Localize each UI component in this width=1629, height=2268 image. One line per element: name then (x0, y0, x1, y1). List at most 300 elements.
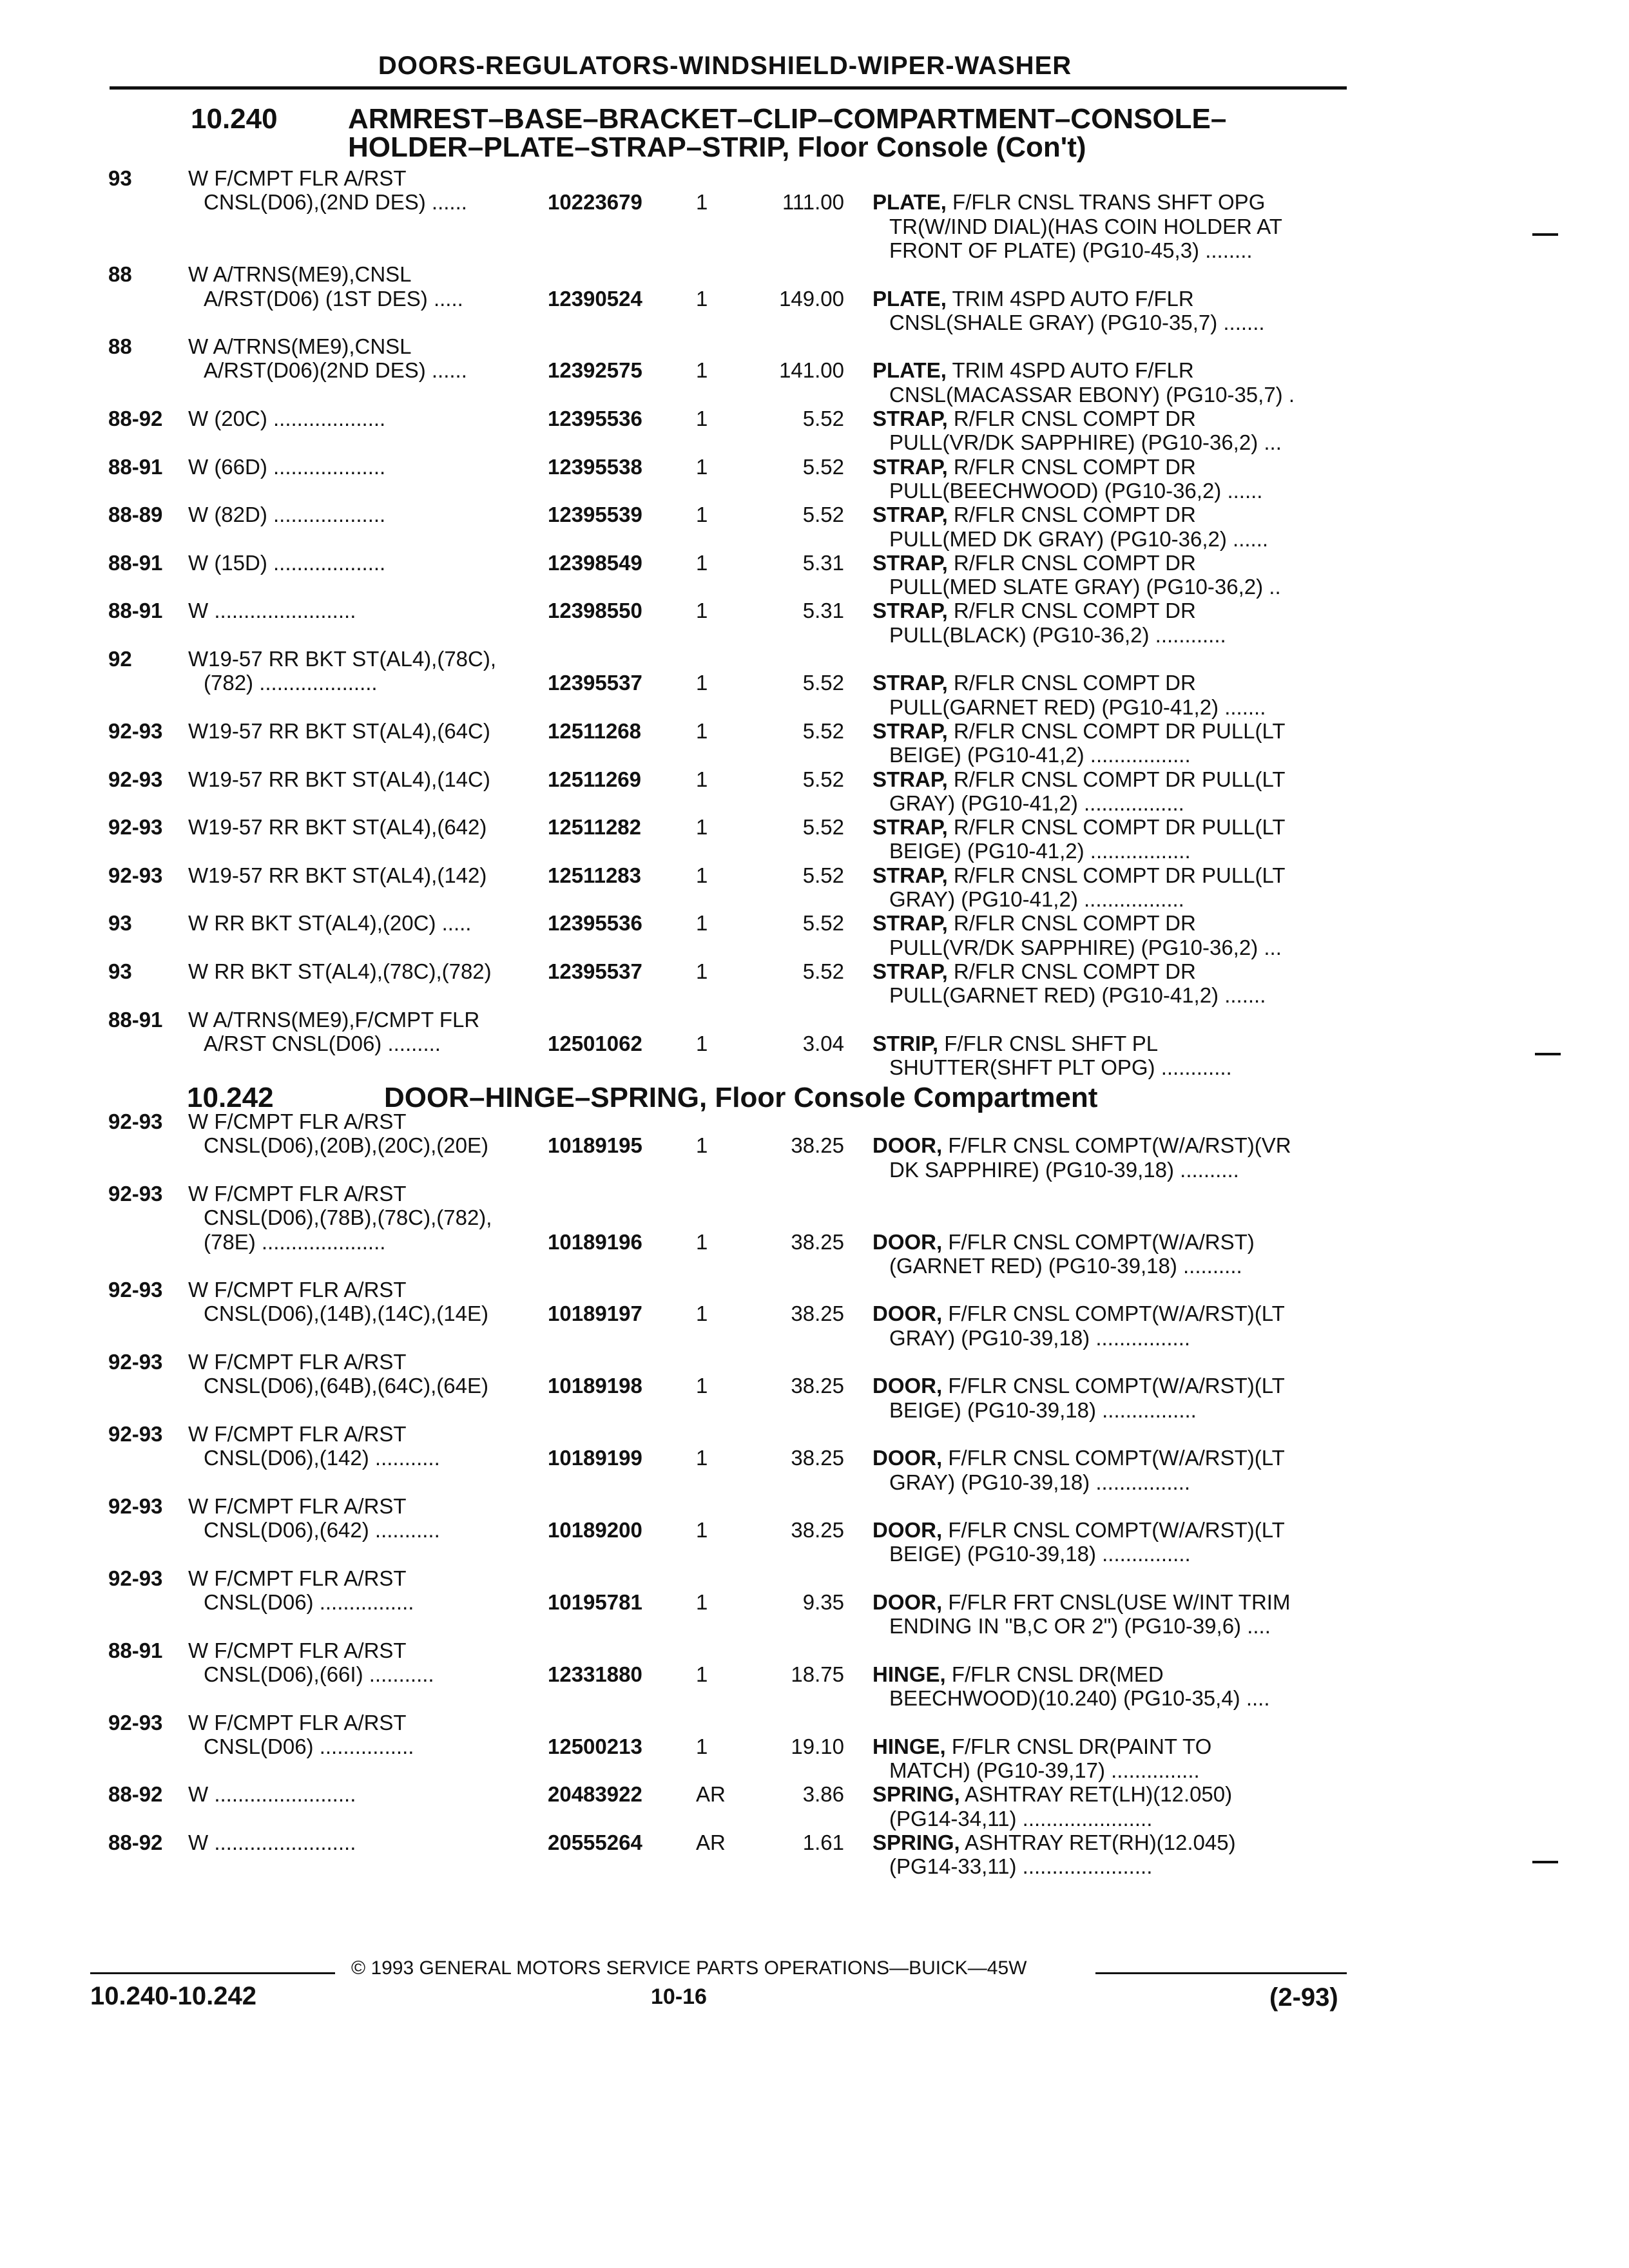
part-name (872, 1735, 1211, 1759)
price: 5.52 (802, 767, 844, 791)
model-years: 92-93 (108, 1494, 163, 1518)
usage-description: CNSL(D06),(142) ........... (204, 1446, 440, 1470)
quantity: 1 (696, 1374, 708, 1398)
footer-rule-right (1095, 1972, 1347, 1974)
part-name-keyword: SPRING, (872, 1782, 960, 1807)
price: 38.25 (791, 1518, 844, 1542)
part-name-continued: GRAY) (PG10-39,18) ................ (889, 1325, 1191, 1350)
model-years: 88-91 (108, 550, 163, 575)
usage-description: W A/TRNS(ME9),CNSL (188, 334, 412, 359)
table-row (0, 1055, 1629, 1081)
part-name-keyword: STRAP, (872, 503, 948, 527)
price: 9.35 (802, 1590, 844, 1615)
part-number: 12392575 (548, 358, 642, 383)
price: 3.86 (802, 1782, 844, 1807)
margin-mark (1535, 1053, 1561, 1055)
price: 38.25 (791, 1302, 844, 1326)
part-name-detail: R/FLR CNSL COMPT DR (947, 550, 1196, 575)
usage-description: W ........................ (188, 1782, 356, 1807)
model-years: 88 (108, 262, 132, 287)
part-name-keyword: STRAP, (872, 767, 948, 791)
part-name-continued: FRONT OF PLATE) (PG10-45,3) ........ (889, 238, 1253, 262)
model-years: 88-91 (108, 1638, 163, 1662)
usage-description: (78E) ..................... (204, 1229, 386, 1254)
table-row (0, 455, 1629, 481)
quantity: 1 (696, 286, 708, 311)
table-row (0, 1494, 1629, 1520)
model-years: 92-93 (108, 718, 163, 743)
price: 3.04 (802, 1031, 844, 1055)
part-number: 12398549 (548, 550, 642, 575)
part-name-continued: (PG14-33,11) ...................... (889, 1854, 1153, 1879)
part-number: 12511269 (548, 767, 642, 791)
usage-description: W A/TRNS(ME9),CNSL (188, 262, 412, 287)
part-number: 12511268 (548, 718, 642, 743)
part-name-detail: F/FLR CNSL SHFT PL (938, 1031, 1159, 1055)
model-years: 93 (108, 911, 132, 936)
part-name-continued: BEECHWOOD)(10.240) (PG10-35,4) .... (889, 1686, 1270, 1711)
table-row (0, 1662, 1629, 1688)
table-row (0, 1254, 1629, 1280)
part-number: 20555264 (548, 1831, 642, 1855)
usage-description: CNSL(D06),(642) ........... (204, 1518, 440, 1542)
quantity: 1 (696, 1133, 708, 1158)
part-name-detail: R/FLR CNSL COMPT DR PULL(LT (947, 815, 1286, 840)
part-name (872, 767, 1286, 792)
page-header: DOORS-REGULATORS-WINDSHIELD-WIPER-WASHER (378, 52, 1072, 80)
quantity: 1 (696, 1302, 708, 1326)
part-name-continued: BEIGE) (PG10-41,2) ................. (889, 839, 1191, 863)
part-name-keyword: SPRING, (872, 1831, 960, 1855)
part-name-detail: F/FLR CNSL COMPT(W/A/RST) (942, 1229, 1255, 1254)
part-number: 10189197 (548, 1302, 642, 1326)
table-row (0, 983, 1629, 1009)
price: 5.52 (802, 454, 844, 479)
table-row (0, 1518, 1629, 1544)
copyright-text: © 1993 GENERAL MOTORS SERVICE PARTS OPERATIONS—BUICK—45W (351, 1957, 1027, 1979)
part-name-detail: R/FLR CNSL COMPT DR (947, 407, 1196, 430)
usage-description: CNSL(D06),(20B),(20C),(20E) (204, 1133, 488, 1158)
table-row (0, 1590, 1629, 1616)
part-name (872, 1374, 1285, 1398)
table-row (0, 1374, 1629, 1399)
model-years: 93 (108, 959, 132, 983)
part-number: 10189198 (548, 1374, 642, 1398)
part-number: 10189199 (548, 1446, 642, 1470)
table-row (0, 190, 1629, 216)
part-number: 12500213 (548, 1734, 642, 1758)
part-name-continued: BEIGE) (PG10-39,18) ................ (889, 1398, 1197, 1422)
part-name-detail: F/FLR CNSL DR(MED (945, 1662, 1164, 1686)
usage-description: CNSL(D06) ................ (204, 1590, 414, 1615)
quantity: 1 (696, 1446, 708, 1470)
part-name (872, 407, 1196, 431)
table-row (0, 1133, 1629, 1159)
table-row (0, 1422, 1629, 1448)
model-years: 88-92 (108, 407, 163, 430)
table-row (0, 166, 1629, 192)
part-name (872, 1133, 1291, 1158)
table-row (0, 334, 1629, 360)
part-name-continued: SHUTTER(SHFT PLT OPG) ............ (889, 1055, 1232, 1080)
part-name (872, 551, 1196, 575)
table-row (0, 887, 1629, 913)
part-name (872, 815, 1286, 840)
table-row (0, 1470, 1629, 1496)
table-row (0, 1302, 1629, 1327)
table-row (0, 791, 1629, 817)
quantity: AR (696, 1782, 726, 1807)
table-row (0, 959, 1629, 985)
model-years: 92-93 (108, 1566, 163, 1590)
part-name (872, 190, 1265, 215)
table-row (0, 1782, 1629, 1808)
table-row (0, 1032, 1629, 1057)
part-name-continued: ENDING IN "B,C OR 2") (PG10-39,6) .... (889, 1614, 1271, 1639)
part-name-continued: (GARNET RED) (PG10-39,18) .......... (889, 1253, 1242, 1278)
part-number: 12395536 (548, 407, 642, 430)
model-years: 92 (108, 647, 132, 671)
table-row (0, 1831, 1629, 1856)
price: 5.52 (802, 815, 844, 840)
part-name-detail: R/FLR CNSL COMPT DR PULL(LT (947, 718, 1286, 743)
model-years: 92-93 (108, 767, 163, 791)
table-row (0, 575, 1629, 601)
table-row (0, 311, 1629, 336)
table-row (0, 1158, 1629, 1184)
model-years: 92-93 (108, 1710, 163, 1735)
price: 111.00 (782, 190, 844, 215)
part-number: 12398550 (548, 599, 642, 623)
table-row (0, 1446, 1629, 1472)
table-row (0, 911, 1629, 937)
margin-mark (1532, 233, 1558, 236)
part-name (872, 911, 1196, 936)
part-name-keyword: STRIP, (872, 1031, 939, 1055)
part-name (872, 1590, 1290, 1615)
part-name-detail: ASHTRAY RET(RH)(12.045) (959, 1831, 1236, 1855)
part-name-keyword: PLATE, (872, 190, 947, 215)
part-number: 12395539 (548, 503, 642, 527)
part-name-keyword: STRAP, (872, 863, 948, 887)
part-name (872, 959, 1196, 984)
quantity: 1 (696, 911, 708, 936)
quantity: 1 (696, 863, 708, 887)
quantity: 1 (696, 815, 708, 840)
price: 18.75 (791, 1662, 844, 1686)
table-row (0, 815, 1629, 841)
part-name (872, 1302, 1285, 1326)
usage-description: CNSL(D06),(14B),(14C),(14E) (204, 1302, 488, 1326)
model-years: 88-92 (108, 1831, 163, 1855)
table-row (0, 1758, 1629, 1784)
table-row (0, 1230, 1629, 1256)
part-number: 12501062 (548, 1031, 642, 1055)
part-number: 12395538 (548, 454, 642, 479)
table-row (0, 238, 1629, 264)
price: 5.52 (802, 671, 844, 695)
part-number: 10223679 (548, 190, 642, 215)
part-name-keyword: STRAP, (872, 815, 948, 840)
table-row (0, 1182, 1629, 1207)
table-row (0, 407, 1629, 432)
part-name-keyword: STRAP, (872, 550, 948, 575)
part-name-continued: PULL(MED DK GRAY) (PG10-36,2) ...... (889, 526, 1269, 551)
table-row (0, 1350, 1629, 1376)
part-name (872, 455, 1196, 479)
part-name-continued: PULL(VR/DK SAPPHIRE) (PG10-36,2) ... (889, 935, 1282, 959)
part-name-keyword: DOOR, (872, 1590, 943, 1615)
part-name (872, 1831, 1236, 1855)
table-row (0, 287, 1629, 312)
part-name-continued: TR(W/IND DIAL)(HAS COIN HOLDER AT (889, 214, 1282, 238)
table-row (0, 1206, 1629, 1231)
model-years: 88-92 (108, 1782, 163, 1807)
price: 5.52 (802, 407, 844, 430)
part-name-detail: F/FLR CNSL COMPT(W/A/RST)(LT (942, 1374, 1285, 1398)
part-name-detail: ASHTRAY RET(LH)(12.050) (959, 1782, 1233, 1807)
part-name-detail: TRIM 4SPD AUTO F/FLR (946, 358, 1194, 383)
part-name-keyword: DOOR, (872, 1518, 943, 1542)
part-name (872, 1230, 1255, 1254)
part-name-keyword: DOOR, (872, 1229, 943, 1254)
usage-description: W F/CMPT FLR A/RST (188, 1638, 407, 1662)
table-row (0, 1614, 1629, 1640)
section-title-line1: ARMREST–BASE–BRACKET–CLIP–COMPARTMENT–CONSOLE– (348, 103, 1227, 135)
section-number: 10.242 (187, 1082, 274, 1114)
price: 38.25 (791, 1133, 844, 1158)
table-row (0, 1278, 1629, 1303)
table-row (0, 695, 1629, 721)
part-name (872, 1518, 1285, 1542)
part-name (872, 1662, 1164, 1687)
part-name-detail: F/FLR CNSL COMPT(W/A/RST)(LT (942, 1302, 1285, 1326)
quantity: 1 (696, 407, 708, 430)
price: 19.10 (791, 1734, 844, 1758)
part-name-continued: PULL(MED SLATE GRAY) (PG10-36,2) .. (889, 575, 1281, 599)
table-row (0, 743, 1629, 769)
usage-description: W F/CMPT FLR A/RST (188, 166, 407, 190)
price: 5.52 (802, 959, 844, 983)
part-name (872, 719, 1286, 744)
usage-description: W F/CMPT FLR A/RST (188, 1494, 407, 1518)
price: 38.25 (791, 1229, 844, 1254)
quantity: 1 (696, 503, 708, 527)
part-name-detail: F/FLR CNSL TRANS SHFT OPG (946, 190, 1266, 215)
usage-description: W19-57 RR BKT ST(AL4),(14C) (188, 767, 490, 791)
table-row (0, 1542, 1629, 1568)
part-name-detail: R/FLR CNSL COMPT DR PULL(LT (947, 863, 1286, 887)
part-name-continued: CNSL(SHALE GRAY) (PG10-35,7) ....... (889, 310, 1265, 334)
part-name-detail: R/FLR CNSL COMPT DR (947, 599, 1196, 623)
usage-description: W F/CMPT FLR A/RST (188, 1421, 407, 1446)
price: 5.52 (802, 911, 844, 936)
revision-date: (2-93) (1269, 1983, 1338, 2012)
table-row (0, 1686, 1629, 1712)
table-row (0, 503, 1629, 528)
usage-description: (782) .................... (204, 671, 378, 695)
part-name-keyword: PLATE, (872, 286, 947, 311)
usage-description: W (20C) ................... (188, 407, 386, 430)
table-row (0, 647, 1629, 673)
usage-description: CNSL(D06),(64B),(64C),(64E) (204, 1374, 488, 1398)
part-name-detail: F/FLR CNSL COMPT(W/A/RST)(LT (942, 1518, 1285, 1542)
usage-description: W F/CMPT FLR A/RST (188, 1110, 407, 1134)
part-name-continued: DK SAPPHIRE) (PG10-39,18) .......... (889, 1157, 1239, 1182)
table-row (0, 215, 1629, 240)
table-row (0, 430, 1629, 456)
table-row (0, 551, 1629, 577)
usage-description: W (82D) ................... (188, 503, 386, 527)
usage-description: A/RST CNSL(D06) ......... (204, 1031, 441, 1055)
usage-description: W (15D) ................... (188, 550, 386, 575)
model-years: 93 (108, 166, 132, 190)
header-rule (110, 86, 1347, 90)
quantity: 1 (696, 671, 708, 695)
part-name (872, 503, 1196, 527)
table-row (0, 599, 1629, 624)
table-row (0, 719, 1629, 745)
part-name-keyword: DOOR, (872, 1133, 943, 1158)
price: 149.00 (779, 286, 844, 311)
part-name-keyword: HINGE, (872, 1734, 946, 1758)
part-name (872, 1032, 1158, 1056)
part-name-keyword: PLATE, (872, 358, 947, 383)
model-years: 92-93 (108, 1181, 163, 1206)
part-number: 12395536 (548, 911, 642, 936)
usage-description: W19-57 RR BKT ST(AL4),(142) (188, 863, 487, 887)
part-name (872, 1446, 1285, 1470)
section-range: 10.240-10.242 (90, 1982, 257, 2010)
part-number: 20483922 (548, 1782, 642, 1807)
part-name-detail: R/FLR CNSL COMPT DR (947, 454, 1196, 479)
model-years: 92-93 (108, 1350, 163, 1374)
usage-description: W19-57 RR BKT ST(AL4),(78C), (188, 647, 497, 671)
usage-description: W F/CMPT FLR A/RST (188, 1181, 407, 1206)
section-number: 10.240 (191, 103, 278, 135)
part-name-keyword: DOOR, (872, 1302, 943, 1326)
usage-description: CNSL(D06),(2ND DES) ...... (204, 190, 467, 215)
table-row (0, 839, 1629, 865)
part-name-continued: GRAY) (PG10-41,2) ................. (889, 887, 1184, 911)
part-name-continued: (PG14-34,11) ...................... (889, 1806, 1153, 1831)
part-name-continued: PULL(BEECHWOOD) (PG10-36,2) ...... (889, 478, 1263, 503)
price: 5.52 (802, 863, 844, 887)
usage-description: W RR BKT ST(AL4),(78C),(782) (188, 959, 492, 983)
part-name (872, 287, 1194, 311)
section-title-line2: HOLDER–PLATE–STRAP–STRIP, Floor Console (Con't) (348, 131, 1086, 163)
usage-description: W19-57 RR BKT ST(AL4),(64C) (188, 718, 490, 743)
usage-description: W ........................ (188, 599, 356, 623)
part-number: 12511282 (548, 815, 642, 840)
quantity: AR (696, 1831, 726, 1855)
quantity: 1 (696, 358, 708, 383)
table-row (0, 1854, 1629, 1880)
part-name-detail: F/FLR CNSL DR(PAINT TO (945, 1734, 1212, 1758)
usage-description: CNSL(D06) ................ (204, 1734, 414, 1758)
usage-description: W19-57 RR BKT ST(AL4),(642) (188, 815, 487, 840)
part-number: 10189200 (548, 1518, 642, 1542)
part-number: 12511283 (548, 863, 642, 887)
quantity: 1 (696, 190, 708, 215)
part-name-continued: PULL(GARNET RED) (PG10-41,2) ....... (889, 695, 1266, 719)
model-years: 88-91 (108, 599, 163, 623)
part-number: 10189196 (548, 1229, 642, 1254)
quantity: 1 (696, 718, 708, 743)
part-name-detail: R/FLR CNSL COMPT DR PULL(LT (947, 767, 1286, 791)
part-name-detail: F/FLR CNSL COMPT(W/A/RST)(LT (942, 1446, 1285, 1470)
quantity: 1 (696, 550, 708, 575)
usage-description: W RR BKT ST(AL4),(20C) ..... (188, 911, 472, 936)
usage-description: A/RST(D06) (1ST DES) ..... (204, 286, 463, 311)
part-name (872, 863, 1286, 888)
usage-description: W F/CMPT FLR A/RST (188, 1566, 407, 1590)
section-title: DOOR–HINGE–SPRING, Floor Console Compartment (384, 1082, 1098, 1114)
model-years: 88-89 (108, 503, 163, 527)
part-name-keyword: HINGE, (872, 1662, 946, 1686)
price: 5.52 (802, 503, 844, 527)
part-name-continued: BEIGE) (PG10-39,18) ............... (889, 1542, 1191, 1566)
part-name (872, 358, 1194, 383)
table-row (0, 527, 1629, 553)
table-row (0, 863, 1629, 889)
table-row (0, 767, 1629, 793)
model-years: 88-91 (108, 1007, 163, 1032)
part-name-detail: F/FLR FRT CNSL(USE W/INT TRIM (942, 1590, 1291, 1615)
part-name-keyword: STRAP, (872, 407, 948, 430)
usage-description: W (66D) ................... (188, 454, 386, 479)
footer-rule-left (90, 1972, 335, 1974)
usage-description: W F/CMPT FLR A/RST (188, 1350, 407, 1374)
part-name-continued: PULL(VR/DK SAPPHIRE) (PG10-36,2) ... (889, 430, 1282, 455)
part-number: 12331880 (548, 1662, 642, 1686)
price: 38.25 (791, 1446, 844, 1470)
page-number: 10-16 (651, 1984, 707, 2009)
part-name-continued: GRAY) (PG10-39,18) ................ (889, 1470, 1191, 1494)
quantity: 1 (696, 1031, 708, 1055)
model-years: 88 (108, 334, 132, 359)
usage-description: W ........................ (188, 1831, 356, 1855)
part-name-detail: F/FLR CNSL COMPT(W/A/RST)(VR (942, 1133, 1291, 1158)
usage-description: CNSL(D06),(78B),(78C),(782), (204, 1206, 492, 1230)
usage-description: A/RST(D06)(2ND DES) ...... (204, 358, 467, 383)
table-row (0, 479, 1629, 505)
part-name-continued: PULL(BLACK) (PG10-36,2) ............ (889, 622, 1226, 647)
part-name-keyword: STRAP, (872, 599, 948, 623)
price: 1.61 (802, 1831, 844, 1855)
model-years: 92-93 (108, 1421, 163, 1446)
part-name-continued: MATCH) (PG10-39,17) ............... (889, 1758, 1200, 1783)
quantity: 1 (696, 599, 708, 623)
part-name-continued: GRAY) (PG10-41,2) ................. (889, 791, 1184, 815)
table-row (0, 1326, 1629, 1352)
model-years: 92-93 (108, 1110, 163, 1134)
table-row (0, 671, 1629, 697)
part-name-keyword: STRAP, (872, 671, 948, 695)
table-row (0, 262, 1629, 288)
table-row (0, 358, 1629, 384)
quantity: 1 (696, 1229, 708, 1254)
part-name-detail: R/FLR CNSL COMPT DR (947, 671, 1196, 695)
part-name-detail: TRIM 4SPD AUTO F/FLR (946, 286, 1194, 311)
part-name-keyword: STRAP, (872, 959, 948, 983)
quantity: 1 (696, 767, 708, 791)
usage-description: W F/CMPT FLR A/RST (188, 1278, 407, 1302)
quantity: 1 (696, 1734, 708, 1758)
table-row (0, 623, 1629, 649)
part-name-keyword: STRAP, (872, 718, 948, 743)
model-years: 92-93 (108, 1278, 163, 1302)
